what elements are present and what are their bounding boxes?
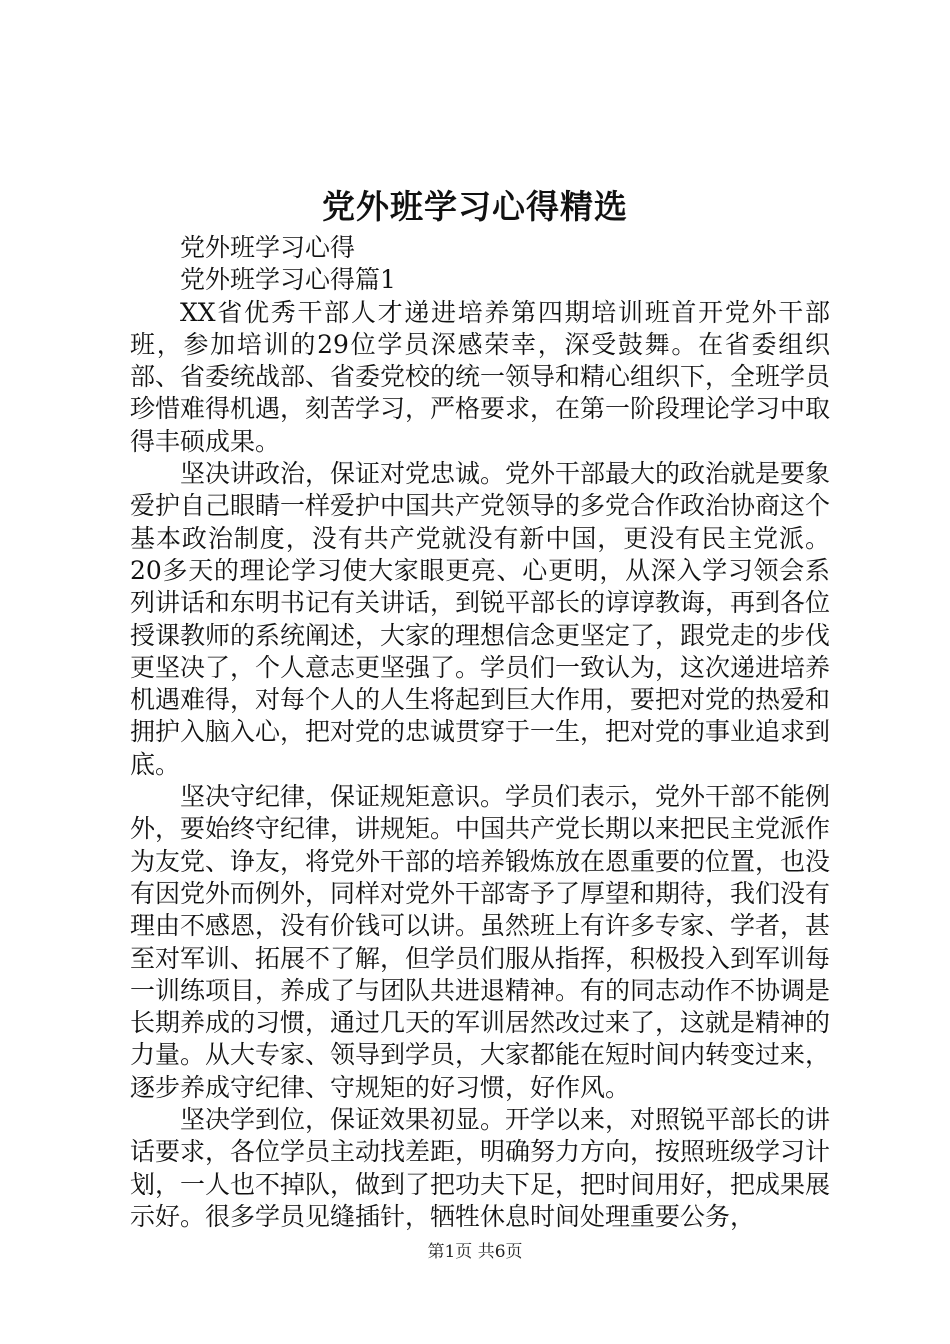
document-title: 党外班学习心得精选	[322, 187, 628, 226]
page-footer: 第1页 共6页	[427, 1242, 523, 1262]
paragraph-discipline: 坚决守纪律，保证规矩意识。学员们表示，党外干部不能例外，要始终守纪律，讲规矩。中国共产党长期以来把民主党派作为友党、诤友，将党外干部的培养锻炼放在恩重要的位置，也没有因党外而例外，同样对党外干部寄予了厚望和期待，我们没有理由不感恩，没有价钱可以讲。虽然班上有许多专家、学者，甚至对军训、拓展不了解，但学员们服从指挥，积极投入到军训每一训练项目，养成了与团队共进退精神。有的同志动作不协调是长期养成的习惯，通过几天的军训居然改过来了，这就是精神的力量。从大专家、领导到学员，大家都能在短时间内转变过来，逐步养成守纪律、守规矩的好习惯，好作风。	[130, 782, 831, 1102]
paragraph-politics: 坚决讲政治，保证对党忠诚。党外干部最大的政治就是要象爱护自己眼睛一样爱护中国共产党领导的多党合作政治协商这个基本政治制度，没有共产党就没有新中国，更没有民主党派。20多天的理论学习使大家眼更亮、心更明，从深入学习领会系列讲话和东明书记有关讲话，到锐平部长的谆谆教诲，再到各位授课教师的系统阐述，大家的理想信念更坚定了，跟党走的步伐更坚决了，个人意志更坚强了。学员们一致认为，这次递进培养机遇难得，对每个人的人生将起到巨大作用，要把对党的热爱和拥护入脑入心，把对党的忠诚贯穿于一生，把对党的事业追求到底。	[130, 459, 831, 779]
paragraph-learning: 坚决学到位，保证效果初显。开学以来，对照锐平部长的讲话要求，各位学员主动找差距，明确努力方向，按照班级学习计划，一人也不掉队，做到了把功夫下足，把时间用好，把成果展示好。很多学员见缝插针，牺牲休息时间处理重要公务，	[130, 1105, 831, 1231]
paragraph-intro: XX省优秀干部人才递进培养第四期培训班首开党外干部班，参加培训的29位学员深感荣幸，深受鼓舞。在省委组织部、省委统战部、省委党校的统一领导和精心组织下，全班学员珍惜难得机遇，刻苦学习，严格要求，在第一阶段理论学习中取得丰硕成果。	[130, 297, 831, 456]
paragraph-subtitle: 党外班学习心得	[180, 233, 356, 262]
paragraph-section-heading: 党外班学习心得篇1	[180, 265, 396, 295]
document-body	[130, 232, 830, 1233]
